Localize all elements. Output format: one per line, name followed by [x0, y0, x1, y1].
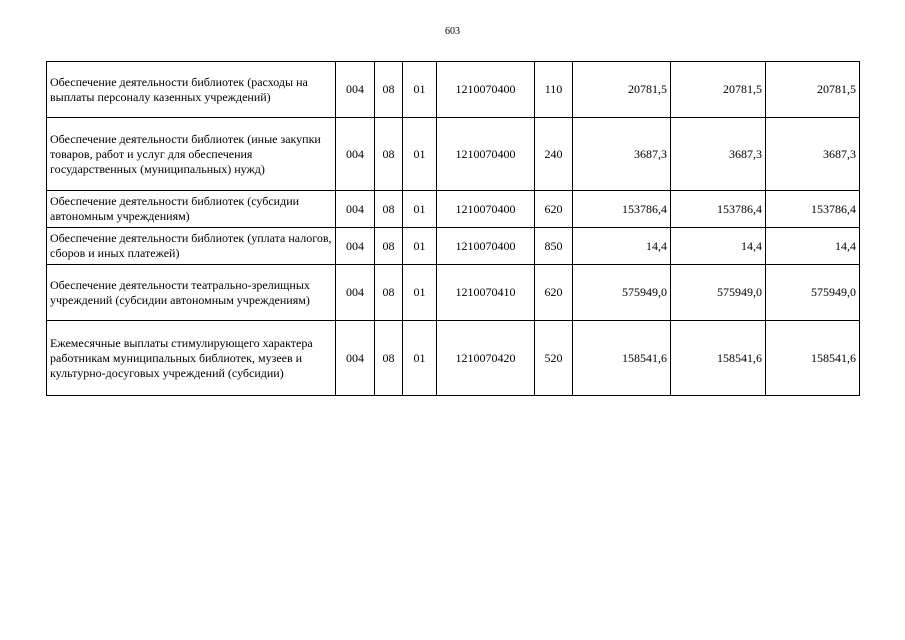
row-name: Обеспечение деятельности библиотек (уплата налогов, сборов и иных платежей) [47, 228, 336, 265]
row-name: Ежемесячные выплаты стимулирующего характера работникам муниципальных библиотек, музеев и культурно-досуговых учреждений (субсидии) [47, 321, 336, 396]
subsection-code: 01 [403, 118, 437, 191]
ministry-code: 004 [336, 62, 375, 118]
target-code: 1210070410 [437, 265, 535, 321]
ministry-code: 004 [336, 191, 375, 228]
expense-type-code: 110 [535, 62, 573, 118]
amount-3: 14,4 [766, 228, 860, 265]
section-code: 08 [375, 228, 403, 265]
row-name: Обеспечение деятельности библиотек (субсидии автономным учреждениям) [47, 191, 336, 228]
amount-1: 14,4 [573, 228, 671, 265]
expense-type-code: 850 [535, 228, 573, 265]
table-row [47, 321, 860, 396]
amount-2: 14,4 [671, 228, 766, 265]
amount-1: 3687,3 [573, 118, 671, 191]
target-code: 1210070400 [437, 118, 535, 191]
amount-2: 153786,4 [671, 191, 766, 228]
row-name: Обеспечение деятельности библиотек (иные закупки товаров, работ и услуг для обеспечения государственных (муниципальных) нужд) [47, 118, 336, 191]
subsection-code: 01 [403, 321, 437, 396]
table-row [47, 228, 860, 265]
ministry-code: 004 [336, 321, 375, 396]
table-row [47, 62, 860, 118]
amount-1: 153786,4 [573, 191, 671, 228]
budget-table [46, 61, 860, 396]
table-row [47, 191, 860, 228]
table-row [47, 265, 860, 321]
amount-1: 575949,0 [573, 265, 671, 321]
row-name: Обеспечение деятельности библиотек (расходы на выплаты персоналу казенных учреждений) [47, 62, 336, 118]
ministry-code: 004 [336, 265, 375, 321]
section-code: 08 [375, 62, 403, 118]
subsection-code: 01 [403, 62, 437, 118]
amount-2: 158541,6 [671, 321, 766, 396]
expense-type-code: 240 [535, 118, 573, 191]
page-number: 603 [445, 26, 460, 37]
expense-type-code: 620 [535, 265, 573, 321]
subsection-code: 01 [403, 191, 437, 228]
amount-3: 153786,4 [766, 191, 860, 228]
amount-3: 20781,5 [766, 62, 860, 118]
section-code: 08 [375, 321, 403, 396]
amount-3: 3687,3 [766, 118, 860, 191]
row-name: Обеспечение деятельности театрально-зрелищных учреждений (субсидии автономным учреждениям) [47, 265, 336, 321]
amount-2: 3687,3 [671, 118, 766, 191]
amount-3: 158541,6 [766, 321, 860, 396]
target-code: 1210070400 [437, 62, 535, 118]
amount-2: 575949,0 [671, 265, 766, 321]
subsection-code: 01 [403, 265, 437, 321]
target-code: 1210070420 [437, 321, 535, 396]
amount-2: 20781,5 [671, 62, 766, 118]
section-code: 08 [375, 191, 403, 228]
amount-1: 20781,5 [573, 62, 671, 118]
target-code: 1210070400 [437, 191, 535, 228]
target-code: 1210070400 [437, 228, 535, 265]
expense-type-code: 620 [535, 191, 573, 228]
subsection-code: 01 [403, 228, 437, 265]
expense-type-code: 520 [535, 321, 573, 396]
section-code: 08 [375, 265, 403, 321]
ministry-code: 004 [336, 228, 375, 265]
section-code: 08 [375, 118, 403, 191]
amount-3: 575949,0 [766, 265, 860, 321]
amount-1: 158541,6 [573, 321, 671, 396]
ministry-code: 004 [336, 118, 375, 191]
table-row [47, 118, 860, 191]
